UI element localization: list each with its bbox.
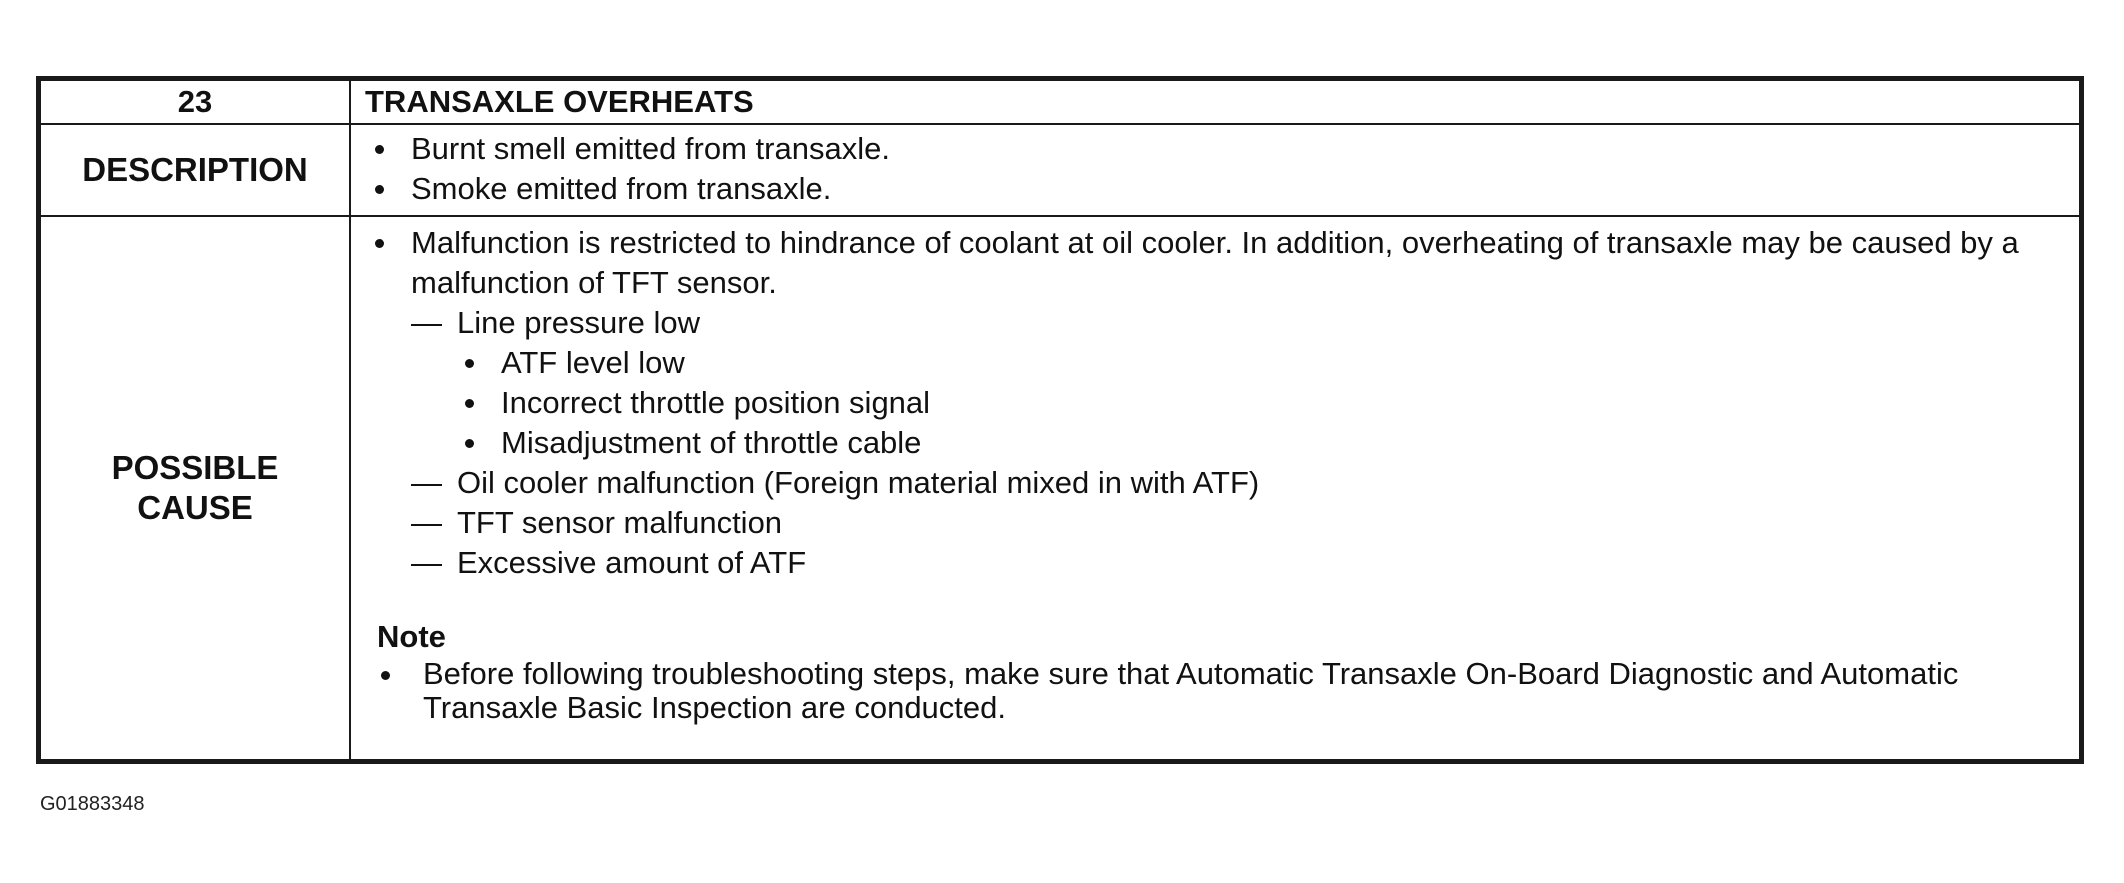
possible-cause-label-line1: POSSIBLE: [111, 449, 279, 486]
cause-item-text: Excessive amount of ATF: [457, 545, 807, 580]
trouble-title: TRANSAXLE OVERHEATS: [350, 80, 2080, 124]
possible-cause-label: [40, 216, 350, 760]
dash-marker: —: [411, 505, 442, 540]
cause-item-text: Oil cooler malfunction (Foreign material mixed in with ATF): [457, 465, 1260, 500]
list-item: Smoke emitted from transaxle.: [365, 169, 2069, 209]
dash-marker: —: [411, 545, 442, 580]
description-list: [365, 129, 2069, 209]
cause-item: [411, 463, 2069, 503]
cause-item: [411, 303, 2069, 343]
cause-item-text: TFT sensor malfunction: [457, 505, 783, 540]
dash-marker: —: [411, 305, 442, 340]
troubleshooting-table: [39, 79, 2081, 761]
list-item: Burnt smell emitted from transaxle.: [365, 129, 2069, 169]
description-body: [350, 124, 2080, 216]
note-list: [377, 657, 2069, 725]
note-item: Before following troubleshooting steps, make sure that Automatic Transaxle On-Board Diagnostic and Automatic Transaxle Basic Inspection are conducted.: [377, 657, 2069, 725]
cause-item: [411, 503, 2069, 543]
troubleshooting-table-frame: [36, 76, 2084, 764]
possible-cause-label-line2: CAUSE: [137, 489, 253, 526]
cause-intro-list: [365, 223, 2069, 303]
header-row: [40, 80, 2080, 124]
cause-item: [411, 543, 2069, 583]
cause-list: [365, 303, 2069, 343]
description-label: DESCRIPTION: [40, 124, 350, 216]
cause-sub-item: Incorrect throttle position signal: [455, 383, 2069, 423]
possible-cause-body: [350, 216, 2080, 760]
description-row: [40, 124, 2080, 216]
cause-list-continued: [365, 463, 2069, 583]
cause-intro: Malfunction is restricted to hindrance of coolant at oil cooler. In addition, overheating of transaxle may be caused by a malfunction of TFT sensor.: [365, 223, 2069, 303]
note-block: [365, 617, 2069, 725]
cause-sub-list: [365, 343, 2069, 463]
figure-id: G01883348: [40, 793, 145, 815]
cause-sub-item: ATF level low: [455, 343, 2069, 383]
cause-item-text: Line pressure low: [457, 305, 700, 340]
possible-cause-row: [40, 216, 2080, 760]
note-title: Note: [377, 619, 446, 654]
dash-marker: —: [411, 465, 442, 500]
trouble-number: 23: [40, 80, 350, 124]
cause-sub-item: Misadjustment of throttle cable: [455, 423, 2069, 463]
